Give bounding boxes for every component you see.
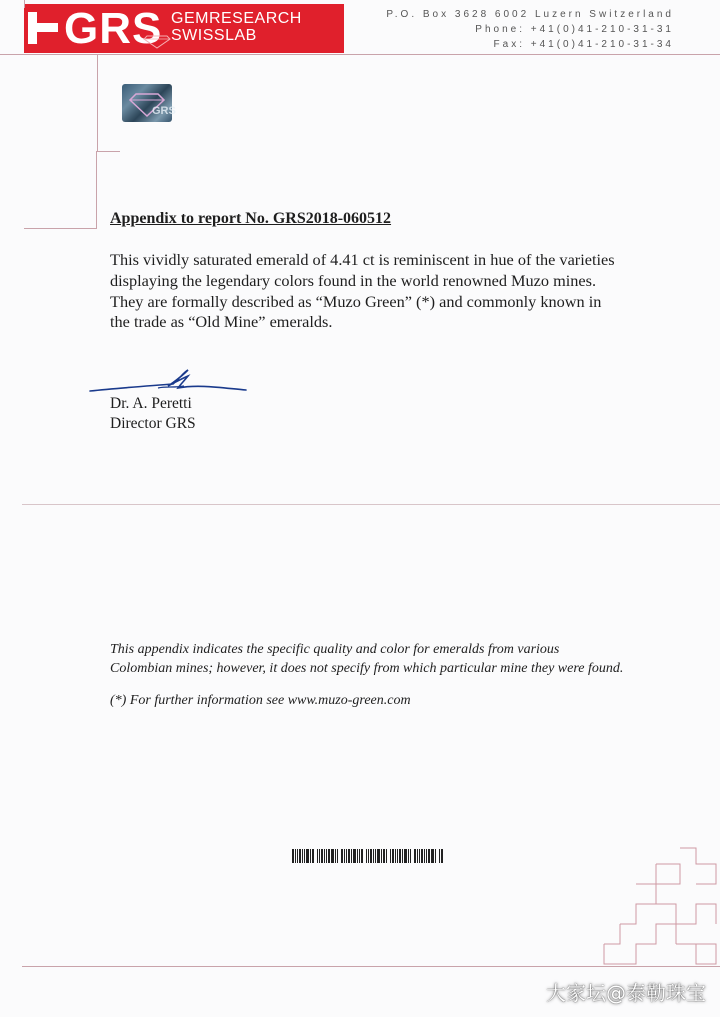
barcode-bar	[331, 849, 334, 863]
barcode-bar	[324, 849, 325, 863]
address-line: P.O. Box 3628 6002 Luzern Switzerland	[386, 9, 674, 20]
barcode-bar	[361, 849, 363, 863]
logo-subtitle-line-1: GEMRESEARCH	[171, 10, 302, 27]
svg-text:GRS: GRS	[152, 105, 176, 117]
barcode-bar	[383, 849, 385, 863]
barcode-bar	[326, 849, 327, 863]
barcode-bar	[404, 849, 407, 863]
barcode-bar	[304, 849, 305, 863]
barcode-bar	[439, 849, 440, 863]
body-line: This vividly saturated emerald of 4.41 ct is reminiscent in hue of the varieties	[110, 250, 615, 269]
barcode-bar	[310, 849, 311, 863]
disclaimer-line: This appendix indicates the specific quality and color for emeralds from various	[110, 642, 560, 657]
barcode-bar	[381, 849, 382, 863]
barcode-bar	[328, 849, 330, 863]
barcode-bar	[346, 849, 347, 863]
grs-step-emblem	[600, 848, 720, 968]
logo-subtitle-line-2: SWISSLAB	[171, 27, 257, 44]
phone-line: Phone: +41(0)41-210-31-31	[475, 24, 674, 35]
barcode	[292, 849, 444, 863]
barcode-bar	[312, 849, 314, 863]
body-line: They are formally described as “Muzo Green” (*) and commonly known in	[110, 291, 602, 311]
signatory	[110, 394, 196, 434]
barcode-bar	[392, 849, 394, 863]
diamond-icon	[144, 34, 170, 48]
frame-line-logo-left	[97, 54, 98, 152]
barcode-bar	[399, 849, 401, 863]
barcode-bar	[373, 849, 374, 863]
frame-line-left-upper	[24, 0, 25, 8]
frame-line-step-h2	[24, 228, 97, 229]
disclaimer-line: Colombian mines; however, it does not specify from which particular mine they were found.	[110, 661, 624, 676]
barcode-bar	[377, 849, 380, 863]
barcode-bar	[435, 849, 436, 863]
barcode-bar	[397, 849, 398, 863]
barcode-bar	[414, 849, 416, 863]
barcode-bar	[421, 849, 423, 863]
barcode-bar	[426, 849, 427, 863]
footnote: (*) For further information see www.muzo-green.com	[110, 693, 411, 708]
barcode-bar	[302, 849, 303, 863]
barcode-bar	[306, 849, 309, 863]
barcode-bar	[366, 849, 367, 863]
barcode-bar	[344, 849, 345, 863]
frame-line-step-v	[96, 151, 97, 229]
barcode-bar	[321, 849, 323, 863]
barcode-bar	[368, 849, 369, 863]
frame-line-middle	[22, 504, 720, 505]
barcode-bar	[357, 849, 358, 863]
barcode-bar	[319, 849, 320, 863]
swiss-cross-icon	[28, 12, 58, 44]
barcode-bar	[419, 849, 420, 863]
logo-subtitle	[171, 10, 302, 44]
body-line: the trade as “Old Mine” emeralds.	[110, 312, 333, 332]
barcode-bar	[408, 849, 409, 863]
lab-address	[386, 7, 674, 52]
barcode-bar	[341, 849, 343, 863]
barcode-bar	[402, 849, 403, 863]
barcode-bar	[370, 849, 372, 863]
appendix-title: Appendix to report No. GRS2018-060512	[110, 210, 392, 227]
barcode-bar	[335, 849, 336, 863]
barcode-bar	[297, 849, 298, 863]
frame-line-top	[0, 54, 720, 55]
barcode-bar	[424, 849, 425, 863]
barcode-bar	[292, 849, 294, 863]
barcode-bar	[441, 849, 443, 863]
barcode-bar	[299, 849, 301, 863]
barcode-bar	[428, 849, 430, 863]
barcode-bar	[359, 849, 360, 863]
signatory-name: Dr. A. Peretti	[110, 395, 192, 412]
hologram-seal	[122, 84, 176, 122]
barcode-bar	[351, 849, 352, 863]
hologram-diamond-icon	[122, 84, 176, 122]
barcode-bar	[353, 849, 356, 863]
appendix-body	[110, 250, 670, 333]
barcode-bar	[410, 849, 411, 863]
barcode-bar	[431, 849, 434, 863]
forum-watermark: 大家坛@泰勒珠宝	[546, 981, 706, 1005]
barcode-bar	[295, 849, 296, 863]
body-line: displaying the legendary colors found in the world renowned Muzo mines.	[110, 270, 597, 290]
barcode-bar	[375, 849, 376, 863]
barcode-bar	[395, 849, 396, 863]
appendix-disclaimer	[110, 640, 623, 678]
barcode-bar	[386, 849, 387, 863]
barcode-bar	[337, 849, 338, 863]
fax-line: Fax: +41(0)41-210-31-34	[493, 39, 674, 50]
barcode-bar	[317, 849, 318, 863]
signatory-title: Director GRS	[110, 415, 196, 432]
grs-logo	[24, 4, 344, 53]
barcode-bar	[417, 849, 418, 863]
logo-text: GRS	[64, 4, 163, 53]
barcode-bar	[348, 849, 350, 863]
barcode-bar	[390, 849, 391, 863]
frame-line-step-h	[96, 151, 120, 152]
